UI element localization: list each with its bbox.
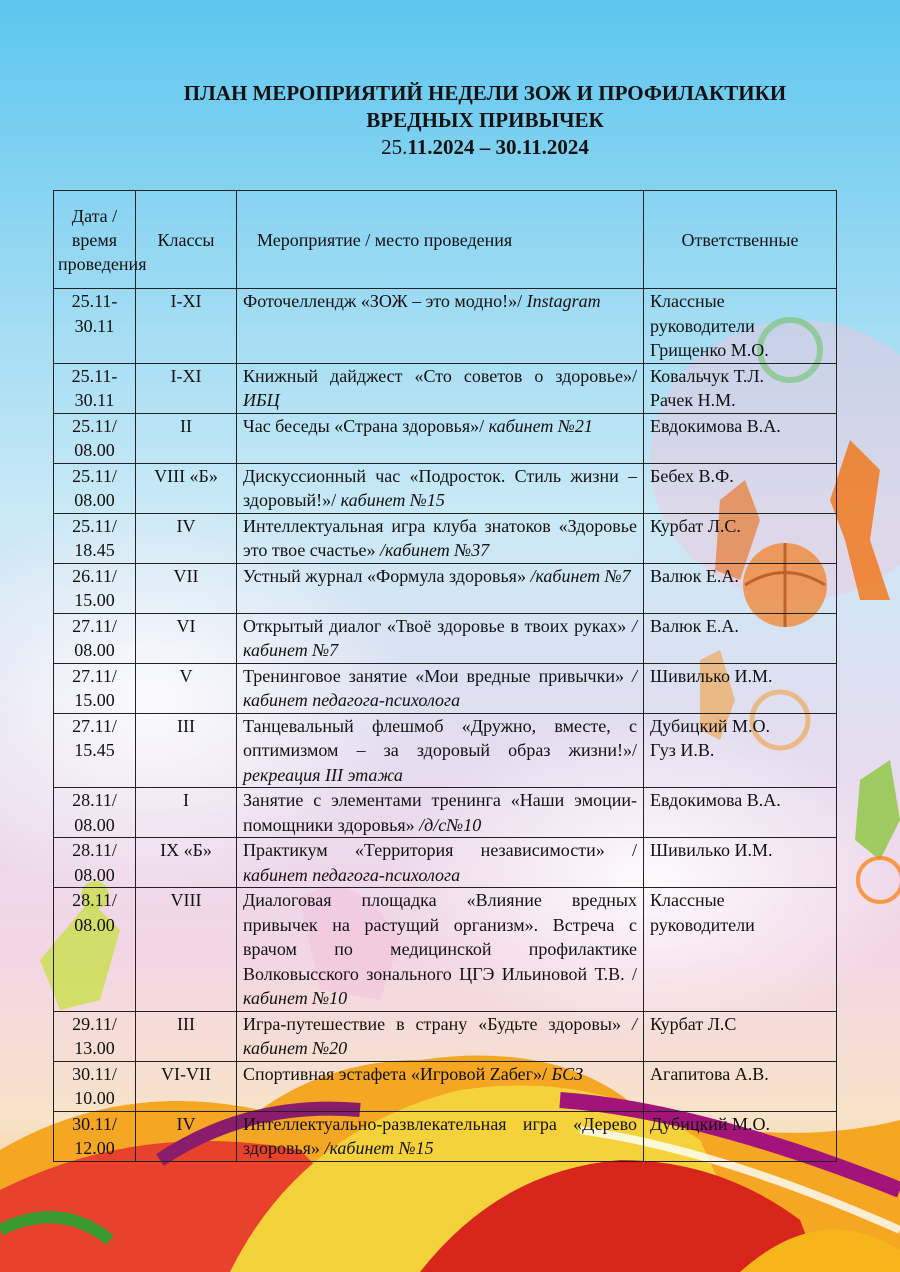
classes-cell: VII bbox=[136, 563, 237, 613]
event-date: 25.11/ bbox=[72, 415, 117, 436]
event-title: Практикум «Территория независимости» / bbox=[243, 840, 637, 860]
event-cell bbox=[237, 663, 644, 713]
event-time: 08.00 bbox=[74, 914, 115, 935]
responsible-line: Валюк Е.А. bbox=[650, 615, 739, 636]
event-venue: Instagram bbox=[526, 291, 601, 311]
date-cell bbox=[54, 1011, 136, 1061]
date-cell bbox=[54, 663, 136, 713]
event-title: Интеллектуально-развлекательная игра «Дерево здоровья» bbox=[243, 1113, 637, 1158]
event-date: 25.11- bbox=[71, 291, 118, 311]
date-cell bbox=[54, 1061, 136, 1111]
table-row bbox=[54, 713, 837, 788]
responsible-cell bbox=[644, 363, 837, 413]
event-venue: /д/с№10 bbox=[419, 814, 482, 835]
classes-cell: VI bbox=[136, 613, 237, 663]
event-cell bbox=[237, 463, 644, 513]
event-venue: БСЗ bbox=[551, 1063, 584, 1084]
date-cell bbox=[54, 788, 136, 838]
date-cell bbox=[54, 413, 136, 463]
responsible-line: Шивилько И.М. bbox=[650, 840, 773, 860]
table-row bbox=[54, 563, 837, 613]
dates-prefix: 25. bbox=[381, 135, 408, 159]
responsible-cell bbox=[644, 1061, 837, 1111]
event-cell bbox=[237, 713, 644, 788]
event-time: 08.00 bbox=[74, 490, 115, 510]
table-body bbox=[54, 289, 837, 1162]
classes-cell: I-XI bbox=[136, 363, 237, 413]
responsible-cell bbox=[644, 663, 837, 713]
event-title: Час беседы «Страна здоровья»/ bbox=[243, 415, 485, 436]
classes-cell: III bbox=[136, 713, 237, 788]
responsible-line: Евдокимова В.А. bbox=[650, 415, 781, 436]
responsible-line: Классные bbox=[650, 890, 725, 910]
responsible-line: руководители bbox=[650, 914, 755, 935]
event-venue: /кабинет №7 bbox=[243, 615, 637, 660]
event-time: 30.11 bbox=[74, 390, 115, 410]
event-title: Тренинговое занятие «Мои вредные привычки» bbox=[243, 665, 624, 686]
responsible-cell bbox=[644, 563, 837, 613]
event-title: Книжный дайджест «Сто советов о здоровье»/ bbox=[243, 365, 637, 386]
event-venue: /кабинет педагога-психолога bbox=[243, 665, 637, 710]
event-title: Фоточеллендж «ЗОЖ – это модно!»/ bbox=[243, 291, 523, 311]
responsible-line: Грищенко М.О. bbox=[650, 340, 769, 360]
event-date: 28.11/ bbox=[72, 840, 117, 860]
responsible-cell bbox=[644, 838, 837, 888]
event-time: 08.00 bbox=[74, 440, 115, 460]
responsible-cell bbox=[644, 513, 837, 563]
event-cell bbox=[237, 838, 644, 888]
event-title: Игра-путешествие в страну «Будьте здоровы» bbox=[243, 1013, 622, 1034]
responsible-line: Агапитова А.В. bbox=[650, 1063, 769, 1084]
event-venue: рекреация III этажа bbox=[243, 764, 403, 785]
responsible-line: Бебех В.Ф. bbox=[650, 465, 734, 486]
table-row bbox=[54, 613, 837, 663]
event-date: 25.11/ bbox=[72, 515, 117, 536]
responsible-line: Ковальчук Т.Л. bbox=[650, 365, 765, 386]
event-cell bbox=[237, 788, 644, 838]
event-cell bbox=[237, 888, 644, 1012]
responsible-cell bbox=[644, 713, 837, 788]
header-classes: Классы bbox=[136, 191, 237, 289]
event-time: 08.00 bbox=[74, 640, 115, 660]
classes-cell: IV bbox=[136, 1111, 237, 1161]
event-time: 15.00 bbox=[74, 590, 115, 610]
table-row bbox=[54, 788, 837, 838]
table-row bbox=[54, 1011, 837, 1061]
responsible-cell bbox=[644, 1111, 837, 1161]
event-title: Интеллектуальная игра клуба знатоков «Здоровье это твое счастье» bbox=[243, 515, 637, 560]
event-title: Диалоговая площадка «Влияние вредных привычек на растущий организм». Встреча с врачом по медицинской профилактике Волковысского зонального ЦГЭ Ильиновой Т.В. / bbox=[243, 890, 637, 984]
date-cell bbox=[54, 713, 136, 788]
responsible-line: Гуз И.В. bbox=[650, 740, 715, 760]
date-cell bbox=[54, 838, 136, 888]
event-date: 29.11/ bbox=[72, 1013, 117, 1034]
event-venue: кабинет №10 bbox=[243, 988, 348, 1008]
page-title bbox=[90, 80, 880, 161]
classes-cell: VI-VII bbox=[136, 1061, 237, 1111]
responsible-line: Шивилько И.М. bbox=[650, 665, 773, 686]
event-date: 28.11/ bbox=[72, 790, 117, 810]
responsible-cell bbox=[644, 289, 837, 364]
event-date: 25.11/ bbox=[72, 465, 117, 486]
event-time: 15.45 bbox=[74, 740, 115, 760]
event-time: 08.00 bbox=[74, 814, 115, 835]
classes-cell: II bbox=[136, 413, 237, 463]
event-title: Спортивная эстафета «Игровой Zабег»/ bbox=[243, 1063, 547, 1084]
event-cell bbox=[237, 363, 644, 413]
event-venue: /кабинет №20 bbox=[243, 1013, 637, 1058]
title-line-2: ВРЕДНЫХ ПРИВЫЧЕК bbox=[366, 108, 604, 132]
event-date: 27.11/ bbox=[72, 715, 117, 736]
event-time: 08.00 bbox=[74, 864, 115, 885]
event-date: 27.11/ bbox=[72, 665, 117, 686]
event-title: Дискуссионный час «Подросток. Стиль жизни – здоровый!»/ bbox=[243, 465, 637, 510]
event-cell bbox=[237, 289, 644, 364]
table-row bbox=[54, 1061, 837, 1111]
classes-cell: IV bbox=[136, 513, 237, 563]
responsible-line: Евдокимова В.А. bbox=[650, 790, 781, 810]
table-header-row bbox=[54, 191, 837, 289]
event-cell bbox=[237, 1111, 644, 1161]
table-row bbox=[54, 413, 837, 463]
event-cell bbox=[237, 413, 644, 463]
event-cell bbox=[237, 1061, 644, 1111]
event-date: 30.11/ bbox=[72, 1063, 117, 1084]
events-table bbox=[53, 190, 837, 1162]
event-time: 18.45 bbox=[74, 540, 115, 560]
event-venue: /кабинет №7 bbox=[530, 565, 631, 586]
responsible-cell bbox=[644, 613, 837, 663]
event-time: 13.00 bbox=[74, 1038, 115, 1058]
event-title: Танцевальный флешмоб «Дружно, вместе, с оптимизмом – за здоровый образ жизни!»/ bbox=[243, 715, 637, 760]
responsible-line: Классные bbox=[650, 291, 725, 311]
event-cell bbox=[237, 1011, 644, 1061]
event-venue: /кабинет №37 bbox=[380, 540, 490, 560]
event-cell bbox=[237, 563, 644, 613]
classes-cell: IX «Б» bbox=[136, 838, 237, 888]
date-cell bbox=[54, 363, 136, 413]
event-title: Открытый диалог «Твоё здоровье в твоих руках» bbox=[243, 615, 627, 636]
table-row bbox=[54, 888, 837, 1012]
responsible-line: Курбат Л.С bbox=[650, 1013, 737, 1034]
date-cell bbox=[54, 613, 136, 663]
header-responsible: Ответственные bbox=[644, 191, 837, 289]
event-cell bbox=[237, 513, 644, 563]
responsible-line: Курбат Л.С. bbox=[650, 515, 741, 536]
event-date: 27.11/ bbox=[72, 615, 117, 636]
classes-cell: VIII bbox=[136, 888, 237, 1012]
classes-cell: I bbox=[136, 788, 237, 838]
table-row bbox=[54, 289, 837, 364]
event-title: Устный журнал «Формула здоровья» bbox=[243, 565, 526, 586]
responsible-cell bbox=[644, 413, 837, 463]
responsible-line: Дубицкий М.О. bbox=[650, 1113, 770, 1134]
event-venue: /кабинет №15 bbox=[324, 1138, 434, 1158]
event-venue: ИБЦ bbox=[243, 390, 280, 410]
date-cell bbox=[54, 563, 136, 613]
table-row bbox=[54, 663, 837, 713]
responsible-line: Рачек Н.М. bbox=[650, 390, 736, 410]
event-time: 30.11 bbox=[74, 315, 115, 336]
responsible-cell bbox=[644, 463, 837, 513]
date-cell bbox=[54, 289, 136, 364]
title-line-1: ПЛАН МЕРОПРИЯТИЙ НЕДЕЛИ ЗОЖ И ПРОФИЛАКТИКИ bbox=[183, 81, 787, 105]
responsible-line: Дубицкий М.О. bbox=[650, 715, 770, 736]
date-cell bbox=[54, 888, 136, 1012]
table-row bbox=[54, 1111, 837, 1161]
responsible-cell bbox=[644, 788, 837, 838]
table-row bbox=[54, 513, 837, 563]
event-venue: кабинет №15 bbox=[340, 490, 445, 510]
table-row bbox=[54, 463, 837, 513]
event-time: 12.00 bbox=[74, 1138, 115, 1158]
date-cell bbox=[54, 463, 136, 513]
event-cell bbox=[237, 613, 644, 663]
event-date: 25.11- bbox=[71, 365, 118, 386]
classes-cell: VIII «Б» bbox=[136, 463, 237, 513]
date-cell bbox=[54, 513, 136, 563]
event-time: 10.00 bbox=[74, 1088, 115, 1108]
header-date: Дата / время проведения bbox=[54, 191, 136, 289]
classes-cell: V bbox=[136, 663, 237, 713]
event-date: 26.11/ bbox=[72, 565, 117, 586]
table-row bbox=[54, 838, 837, 888]
responsible-cell bbox=[644, 1011, 837, 1061]
responsible-line: Валюк Е.А. bbox=[650, 565, 739, 586]
table-row bbox=[54, 363, 837, 413]
classes-cell: III bbox=[136, 1011, 237, 1061]
event-date: 28.11/ bbox=[72, 890, 117, 910]
event-venue: кабинет педагога-психолога bbox=[243, 864, 461, 885]
responsible-cell bbox=[644, 888, 837, 1012]
title-dates bbox=[90, 134, 880, 161]
event-date: 30.11/ bbox=[72, 1113, 117, 1134]
header-event: Мероприятие / место проведения bbox=[237, 191, 644, 289]
event-venue: кабинет №21 bbox=[488, 415, 593, 436]
date-cell bbox=[54, 1111, 136, 1161]
event-time: 15.00 bbox=[74, 690, 115, 710]
event-title: Занятие с элементами тренинга «Наши эмоции-помощники здоровья» bbox=[243, 790, 637, 835]
classes-cell: I-XI bbox=[136, 289, 237, 364]
responsible-line: руководители bbox=[650, 315, 755, 336]
dates-main: 11.2024 – 30.11.2024 bbox=[407, 135, 589, 159]
